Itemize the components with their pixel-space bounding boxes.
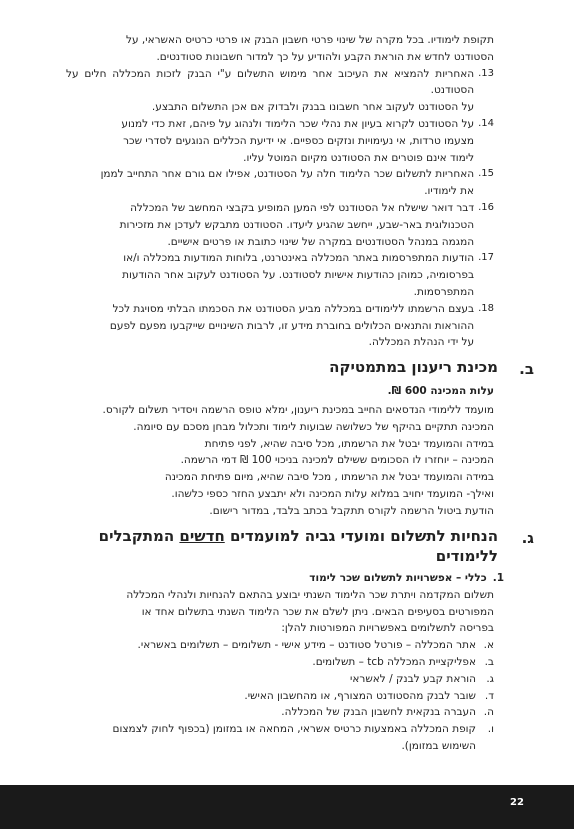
section-letter: ג. <box>521 528 534 547</box>
section-b-body <box>66 402 494 520</box>
text-line: המכינה תתקיים בהיקף של כשלושה שבועות לימוד ותכלול מבחן מסכם עם סיומה. <box>133 420 494 433</box>
list-text: אפליקציית המכללה tcb – תשלומים. <box>312 656 476 668</box>
page-number: 22 <box>510 797 524 808</box>
text-line: תשלום המקדמה ויתרת שכר הלימוד השנתי יבוצע בהתאם להנחיות ולנהלי המכללה <box>126 588 494 601</box>
text-line: את לימודיו. <box>424 185 475 198</box>
numbered-item-17 <box>66 250 494 300</box>
item-text <box>66 116 474 166</box>
cost-subheading: עלות המכינה 600 ₪. <box>387 385 494 398</box>
text-line: האחריות להמציא את העיכוב אחר מימוש התשלום ע"י הבנק לזכות המכללה חלים על הסטודנט. <box>66 67 475 97</box>
list-text: הוראת קבע לבנק / לאשראי <box>350 672 476 685</box>
list-item <box>66 704 494 721</box>
text-line: מצעמו טרדות, אי נעימויות ונזקים כספיים. אי ידיעת הכללים הנוגעים לסדרי שכר <box>123 134 475 147</box>
text-line: המתפרסמות. <box>413 285 475 298</box>
list-letter: ג. <box>486 672 494 685</box>
item-number: 18. <box>478 302 494 314</box>
page-content <box>66 32 534 755</box>
list-item <box>66 688 494 705</box>
text-line: במידה והמועמד יבטל את הרשמתו , מכל סיבה שהיא, מיום פתיחת המכינה <box>164 471 494 484</box>
text-line: בפרסומיה, כמוהן כהודעות אישיות לסטודנט. על הסטודנט לעקוב אחר ההודעות <box>122 269 475 282</box>
text-line: ואילך- המועמד יחויב במלוא עלות המכינה ולא יתבצע החזר כספי כלשהו. <box>171 487 494 500</box>
item-text <box>66 66 474 116</box>
numbered-item-14 <box>66 116 494 166</box>
item-text <box>66 200 474 250</box>
item-text <box>66 166 474 200</box>
subsection-number: 1. <box>492 572 504 585</box>
title-part: ללימודים <box>435 546 498 565</box>
text-line: הודעות המתפרסמות באתר המכללה באינטרנט, בלוחות המודעות במכללה ו/או <box>123 252 475 265</box>
text-line: המפורטים בסעיפים הבאים. ניתן לשלם את שכר הלימוד השנתי בתשלום אחד או <box>141 605 494 618</box>
list-letter <box>482 738 494 755</box>
section-title: מכינת ריענון במתמטיקה <box>329 358 498 377</box>
text-line: האחריות לתשלום שכר הלימוד חלה על הסטודנט, אפילו אם גורם אחר התחייב לממן <box>100 168 475 181</box>
payment-options-list <box>66 637 494 755</box>
list-letter: ו. <box>487 723 494 736</box>
title-part: הנחיות לתשלום ומועדי גביה למועמדים <box>224 526 498 545</box>
list-item <box>66 671 494 688</box>
list-letter: ה. <box>483 706 494 719</box>
section-g-body <box>66 587 494 637</box>
item-number: 15. <box>478 168 494 180</box>
list-text: השימוש במזומן). <box>401 739 476 752</box>
title-part: המתקבלים <box>98 526 180 545</box>
text-line: המכינה – יוחזרו לו הסכומים ששילם למכינה בניכוי 100 ₪ דמי הרשמה. <box>180 454 494 467</box>
list-text: אתר המכללה – פורטל סטודנט – מידע אישי - תשלומים – תשלומים באשראי. <box>137 639 476 652</box>
list-letter: א. <box>483 639 494 652</box>
item-number: 13. <box>478 67 494 79</box>
subsection-title: כללי – אפשרויות לתשלום שכר לימוד <box>309 572 487 585</box>
numbered-item-18 <box>66 301 494 351</box>
text-line: מועמד ללימודי הנדסאים החייב במכינת ריענון, ימלא טופס הרשמה ויסדיר תשלום לקורס. <box>102 403 494 416</box>
text-line: הודעת ביטול הרשמה לקורס תתקבל בכתב בלבד, במדור רישום. <box>209 504 494 517</box>
list-text: קופת המכללה באמצעות כרטיס אשראי, המחאה או במזומן (בכפוף לחוק לצמצום <box>112 723 476 736</box>
text-line: הטכנולוגית באר-שבע, ייחשב שהגיע ליעדו. הסטודנט מתבקש לעדכן את מזכירות <box>119 218 475 231</box>
list-letter: ב. <box>484 656 494 668</box>
item-number: 16. <box>478 201 494 213</box>
text-line: לימוד אינם פוטרים את הסטודנט מקיום המוטל עליו. <box>243 151 475 164</box>
numbered-item-15 <box>66 166 494 200</box>
section-g-heading <box>66 526 534 567</box>
title-underlined: חדשים <box>179 526 225 545</box>
list-text: שובר לבנק מהסטודנט המצורף, או מהחשבון האישי. <box>244 689 476 702</box>
text-line: ההוראות והתנאים הכלולים בחוברת מידע זו, לרבות השינויים שייקבעו מפעם לפעם <box>109 319 475 332</box>
list-item <box>66 654 494 671</box>
item-text <box>66 301 474 351</box>
text-line: המגמה במנהל הסטודנטים במקרה של שינוי כתובת או פרטים אישיים. <box>167 235 475 248</box>
text-line: על הסטודנט לקרוא בעיון את נהלי שכר הלימוד ולנהוג על פיהם, זאת כדי למנוע <box>121 117 475 130</box>
text-line: בפריסה לתשלומים באפשרויות המפורטות להלן: <box>281 622 494 635</box>
subsection-heading <box>66 570 504 587</box>
list-item-continuation <box>66 738 494 755</box>
section-title <box>66 526 498 567</box>
text-line: תקופת לימודיו. בכל מקרה של שינוי פרטי חשבון הבנק או פרטי כרטיס האשראי, על <box>126 34 494 46</box>
continued-paragraph <box>66 32 494 66</box>
numbered-item-13 <box>66 66 494 116</box>
list-letter: ד. <box>484 689 494 702</box>
text-line: בעצם הרשמתו ללימודים במכללה מביע הסטודנט את הסכמתו הבלתי מסויגת לכל <box>112 302 475 315</box>
list-text: העברה בנקאית לחשבון הבנק של המכללה. <box>281 706 476 719</box>
section-b-heading <box>66 357 534 381</box>
text-line: במידה והמועמד יבטל את הרשמתו, מכל סיבה שהיא, לפני פתיחת <box>204 437 494 450</box>
numbered-item-16 <box>66 200 494 250</box>
list-item <box>66 637 494 654</box>
list-item <box>66 721 494 738</box>
text-line: הסטודנט לחדש את הוראת הקבע ולהודיע על כך למדור חשבונות סטודנטים. <box>156 50 494 63</box>
page-footer <box>0 785 574 829</box>
text-line: דבר דואר שישלח אל הסטודנט לפי המען המופיע בקבצי המחשב של המכללה <box>130 201 475 214</box>
item-number: 17. <box>478 252 494 264</box>
text-line: על הסטודנט לעקוב אחר חשבונו בבנק ולבדוק אם אכן התשלום התבצע. <box>151 101 475 114</box>
section-letter: ב. <box>519 360 534 379</box>
item-number: 14. <box>478 117 494 129</box>
item-text <box>66 250 474 300</box>
text-line: על ידי הנהלת המכללה. <box>368 336 475 349</box>
